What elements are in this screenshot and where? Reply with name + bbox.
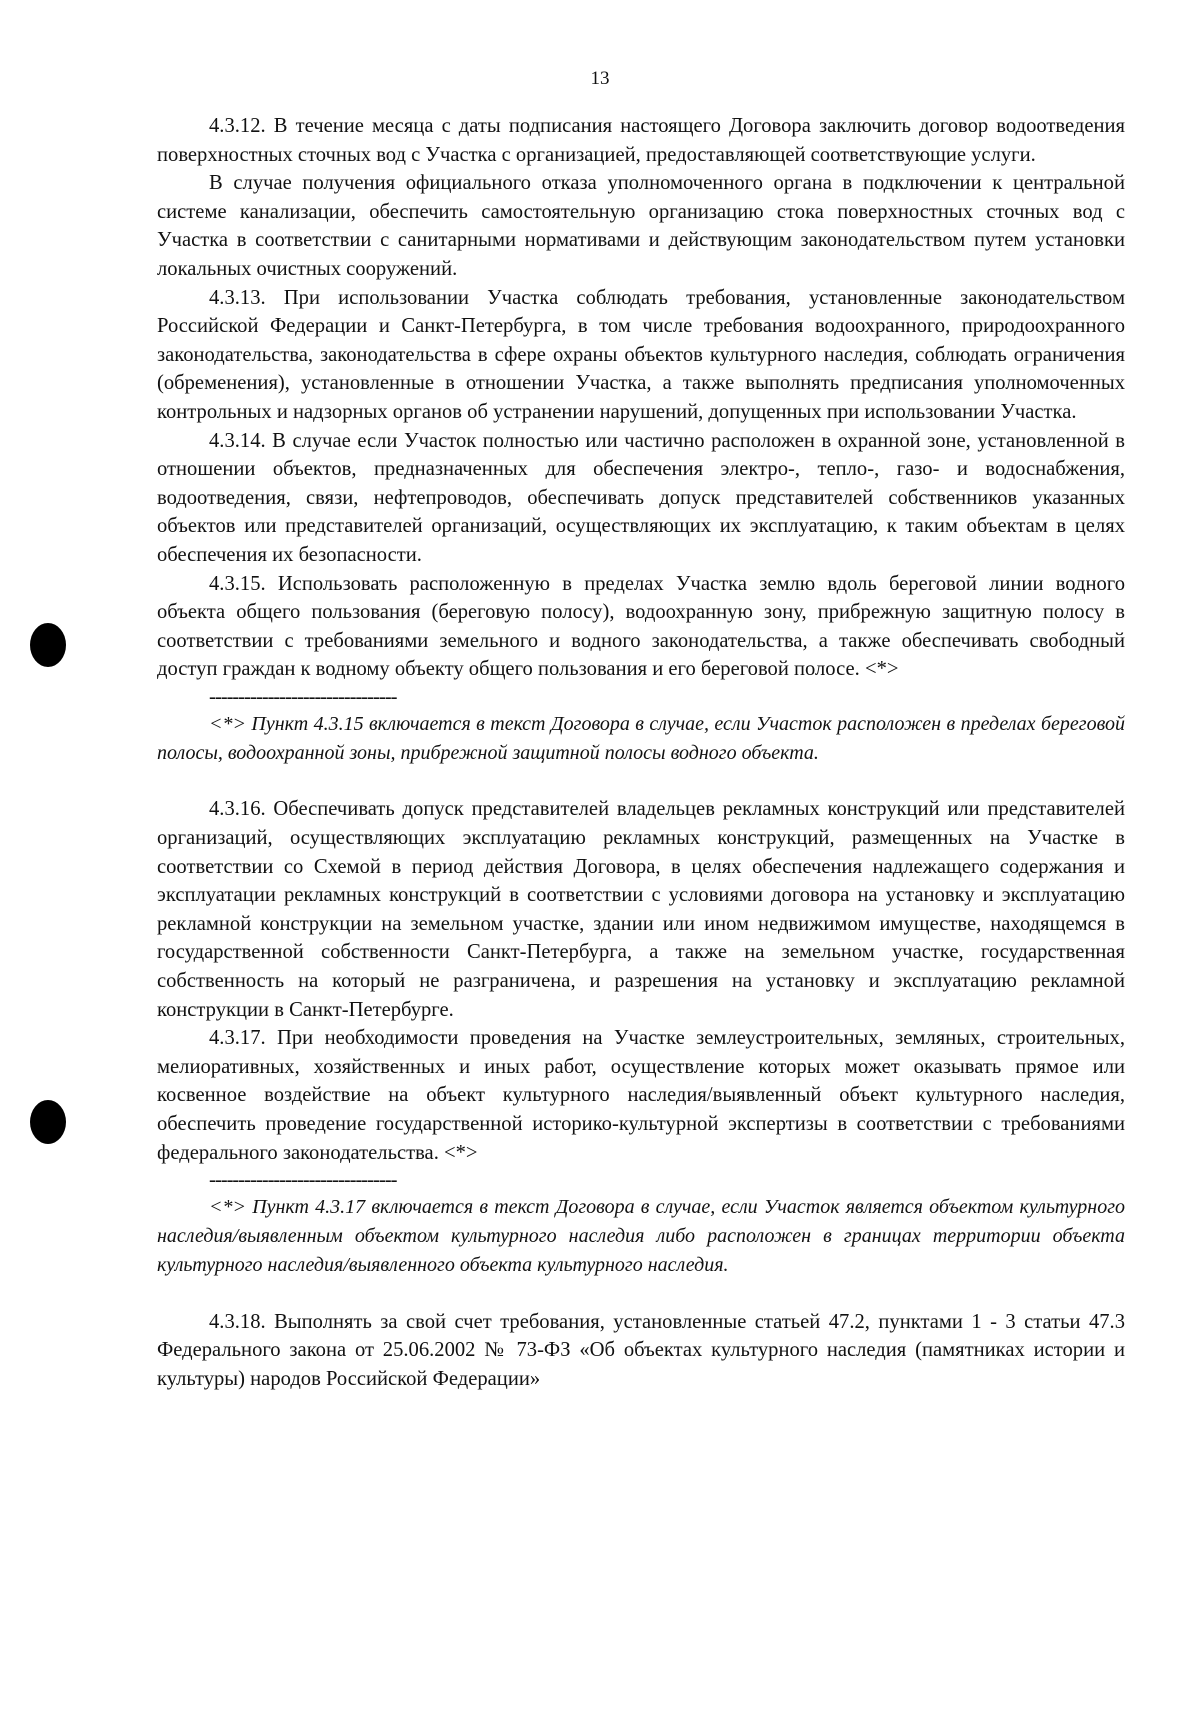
footnote-separator: -------------------------------- [209,685,397,708]
footnote-4-3-15: <*> Пункт 4.3.15 включается в текст Договора в случае, если Участок расположен в пределах береговой полосы, водоохранной зоны, прибрежной защитной полосы водного объекта. [157,712,1125,764]
paragraph-4-3-13: 4.3.13. При использовании Участка соблюдать требования, установленные законодательством Российской Федерации и Санкт-Петербурга, в том числе требования водоохранного, природоохранного законодательства, законодательства в сфере охраны объектов культурного наследия, соблюдать ограничения (обременения), установленные в отношении Участка, а также выполнять предписания уполномоченных контрольных и надзорных органов об устранении нарушений, допущенных при использовании Участка. [157,286,1125,423]
document-body [157,112,1125,1393]
paragraph-4-3-12-refusal: В случае получения официального отказа уполномоченного органа в подключении к центральной системе канализации, обеспечить самостоятельную организацию стока поверхностных сточных вод с Участка в соответствии с санитарными нормативами и действующим законодательством путем установки локальных очистных сооружений. [157,172,1125,280]
paragraph-4-3-18: 4.3.18. Выполнять за свой счет требования, установленные статьей 47.2, пунктами 1 - 3 статьи 47.3 Федерального закона от 25.06.2002 № 73-ФЗ «Об объектах культурного наследия (памятниках истории и культуры) народов Российской Федерации» [157,1310,1125,1390]
footnote-4-3-17: <*> Пункт 4.3.17 включается в текст Договора в случае, если Участок является объектом культурного наследия/выявленным объектом культурного наследия либо расположен в границах территории объекта культурного наследия/выявленного объекта культурного наследия. [157,1196,1125,1276]
blank-line [157,767,1125,795]
footnote-separator: -------------------------------- [209,1169,397,1192]
binder-hole-mark [30,623,66,667]
paragraph-4-3-14: 4.3.14. В случае если Участок полностью или частично расположен в охранной зоне, установленной в отношении объектов, предназначенных для обеспечения электро-, тепло-, газо- и водоснабжения, водоотведения, связи, нефтепроводов, обеспечивать допуск представителей собственников указанных объектов или представителей организаций, осуществляющих их эксплуатацию, к таким объектам в целях обеспечения их безопасности. [157,429,1125,566]
page-number: 13 [590,68,610,89]
binder-hole-mark [30,1100,66,1144]
blank-line [157,1280,1125,1308]
paragraph-4-3-15: 4.3.15. Использовать расположенную в пределах Участка землю вдоль береговой линии водного объекта общего пользования (береговую полосу), водоохранную зону, прибрежную защитную полосу в соответствии с требованиями земельного и водного законодательства, а также обеспечивать свободный доступ граждан к водному объекту общего пользования и его береговой полосе. <*> [157,572,1125,681]
paragraph-4-3-16: 4.3.16. Обеспечивать допуск представителей владельцев рекламных конструкций или представителей организаций, осуществляющих эксплуатацию рекламных конструкций, размещенных на Участке в соответствии со Схемой в период действия Договора, в целях обеспечения надлежащего содержания и эксплуатации рекламных конструкций в соответствии с условиями договора на установку и эксплуатацию рекламной конструкции на земельном участке, здании или ином недвижимом имуществе, находящемся в государственной собственности Санкт-Петербурга, а также на земельном участке, государственная собственность на который не разграничена, и разрешения на установку и эксплуатацию рекламной конструкции в Санкт-Петербурге. [157,798,1125,1021]
paragraph-4-3-12: 4.3.12. В течение месяца с даты подписания настоящего Договора заключить договор водоотведения поверхностных сточных вод с Участка с организацией, предоставляющей соответствующие услуги. [157,115,1125,166]
paragraph-4-3-17: 4.3.17. При необходимости проведения на Участке землеустроительных, земляных, строительных, мелиоративных, хозяйственных и иных работ, осуществление которых может оказывать прямое или косвенное воздействие на объект культурного наследия/выявленный объект культурного наследия, обеспечить проведение государственной историко-культурной экспертизы в соответствии с требованиями федерального законодательства. <*> [157,1027,1125,1164]
